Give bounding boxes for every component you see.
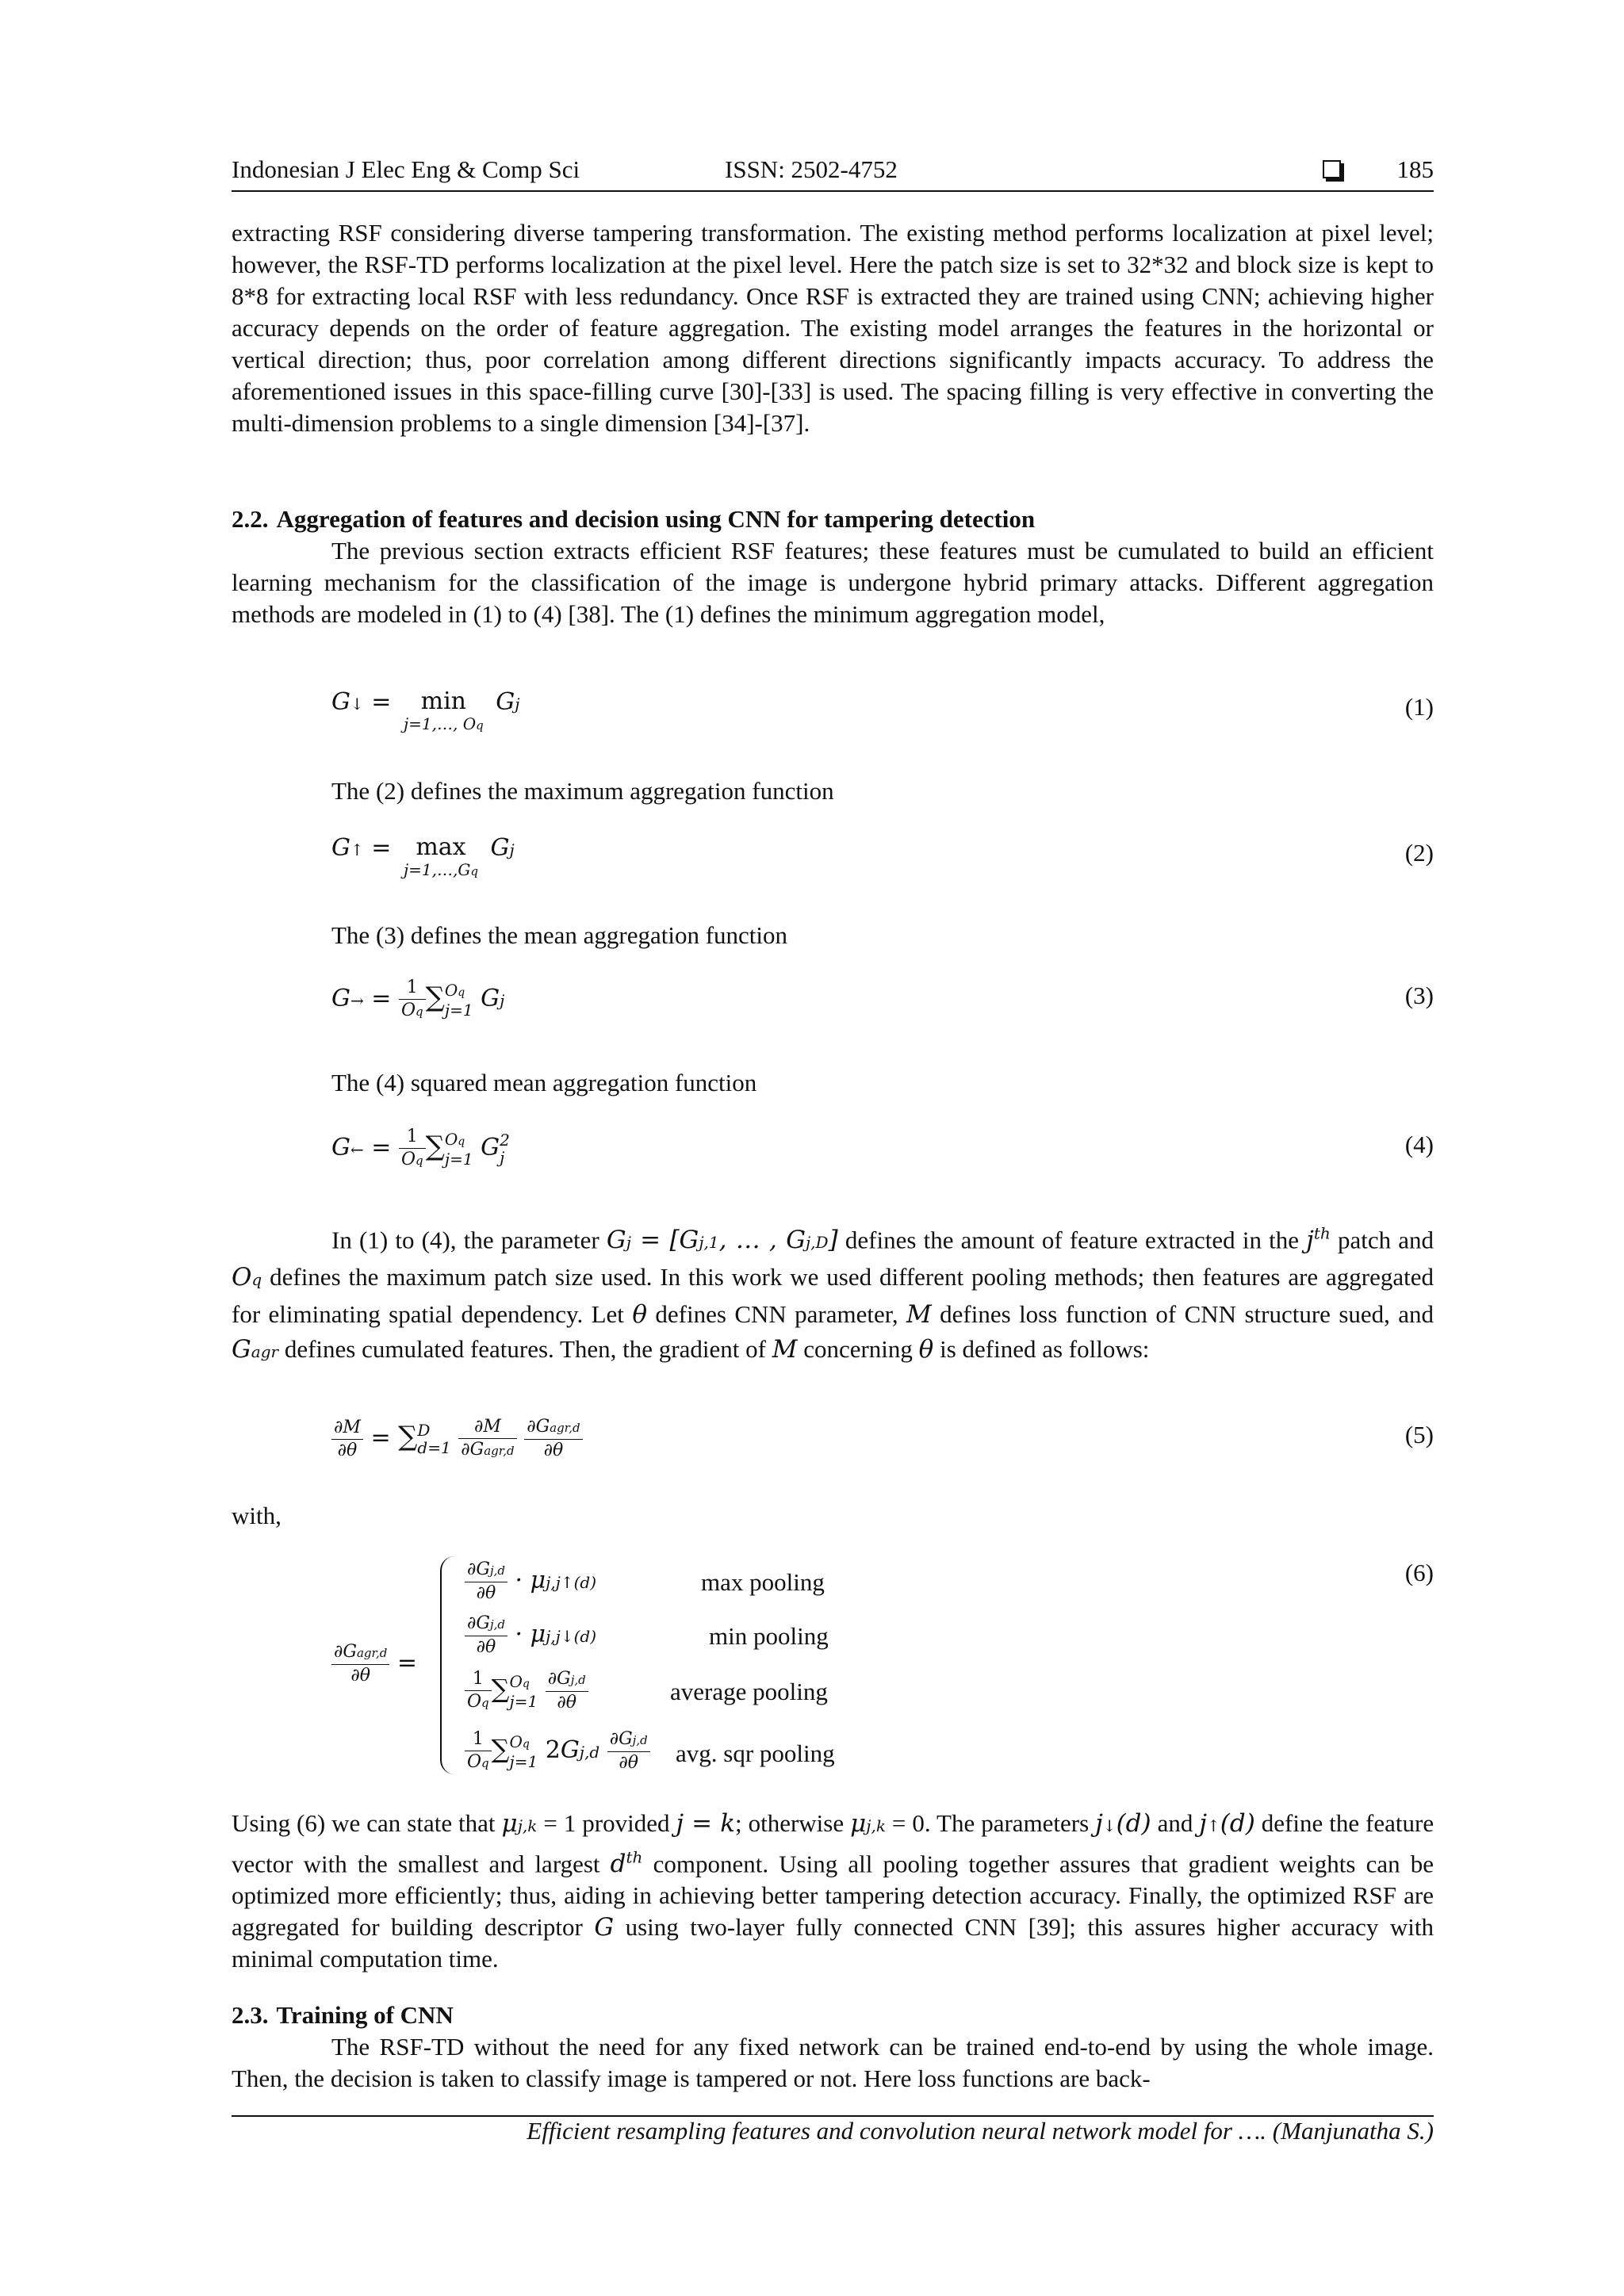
label-max-pooling: max pooling bbox=[701, 1568, 825, 1596]
equation-3: G→ = $\frac{1}{Oq}$ ∑ Oq j=1 Gj bbox=[331, 978, 505, 1020]
case-avg-sqr: $\frac{1}{Oq}$ ∑ Oq j=1 2Gj,d $\frac{\partial Gj,d}{\partial\theta}$ bbox=[465, 1728, 650, 1774]
paragraph-5: The RSF-TD without the need for any fixed network can be trained end-to-end by using the whole image. Then, the decision is taken to classify image is tampered or not. Here loss functions are back- bbox=[232, 2033, 1434, 2092]
equation-number-2: (2) bbox=[1404, 839, 1434, 867]
label-avg-sqr-pooling: avg. sqr pooling bbox=[676, 1739, 835, 1767]
equation-number-6: (6) bbox=[1404, 1559, 1434, 1586]
paragraph-3: In (1) to (4), the parameter Gj = [Gj,1, … , Gj,D] defines the amount of feature extracted in the $j^{th}$ patch and Oq defines the maximum patch size used. In this work we used different pooling methods; then features are aggregated for eliminating spatial dependency. Let θ defines CNN parameter, M defines loss function of CNN structure sued, and Gagr defines cumulated features. Then, the gradient of M concerning θ is defined as follows: bbox=[232, 1224, 1434, 1364]
section-heading-2-2 bbox=[232, 503, 1035, 535]
running-header bbox=[232, 155, 1434, 190]
equation-2: G↑ = max j=1,…,Gq Gj bbox=[331, 833, 515, 879]
section-number: 2.3. bbox=[232, 2001, 269, 2029]
equation-number-3: (3) bbox=[1404, 982, 1434, 1009]
equation-1: G↓ = min j=1,…, Oq Gj bbox=[331, 687, 520, 733]
text-eq2-intro: The (2) defines the maximum aggregation function bbox=[331, 777, 834, 805]
section-heading-2-3 bbox=[232, 1999, 454, 2031]
equation-number-4: (4) bbox=[1404, 1131, 1434, 1158]
section-title: Training of CNN bbox=[276, 2001, 454, 2029]
equation-number-5: (5) bbox=[1404, 1421, 1434, 1448]
paragraph-4: Using (6) we can state that μj,k = 1 provided j = k; otherwise μj,k = 0. The parameters j↓(d) and j↑(d) define the feature vector with the smallest and largest $d^{th}$ component. Using all pooling together assures that gradient weights can be optimized more efficiently; thus, aiding in achieving better tampering detection accuracy. Finally, the optimized RSF are aggregated for building descriptor G using two-layer fully connected CNN [39]; this assures higher accuracy with minimal computation time. bbox=[232, 1809, 1434, 1973]
paragraph-2: The previous section extracts efficient RSF features; these features must be cumulated to build an efficient learning mechanism for the classification of the image is undergone hybrid primary attacks. Different aggregation methods are modeled in (1) to (4) [38]. The (1) defines the minimum aggregation model, bbox=[232, 537, 1434, 628]
text-eq4-intro: The (4) squared mean aggregation function bbox=[331, 1069, 757, 1096]
checkbox-square-icon bbox=[1323, 160, 1341, 178]
header-rule bbox=[232, 190, 1434, 192]
case-max: $\frac{\partial Gj,d}{\partial\theta}$ · μj,j↑(d) bbox=[465, 1559, 596, 1605]
equation-5: $\frac{\partial M}{\partial\theta}$ = ∑ D d=1 $\frac{\partial M}{\text{∂Gagr,d}}$ $\frac{\text{∂Gagr,d}}{\partial\theta}$ bbox=[331, 1416, 583, 1462]
paragraph-1: extracting RSF considering diverse tampering transformation. The existing method performs localization at pixel level; however, the RSF-TD performs localization at the pixel level. Here the patch size is set to 32*32 and block size is kept to 8*8 for extracting local RSF with less redundancy. Once RSF is extracted they are trained using CNN; achieving higher accuracy depends on the order of feature aggregation. The existing model arranges the features in the horizontal or vertical direction; thus, poor correlation among different directions significantly impacts accuracy. To address the aforementioned issues in this space-filling curve [30]-[33] is used. The spacing filling is very effective in converting the multi-dimension problems to a single dimension [34]-[37]. bbox=[232, 219, 1434, 437]
label-min-pooling: min pooling bbox=[709, 1622, 829, 1650]
section-number: 2.2. bbox=[232, 505, 269, 533]
equation-number-1: (1) bbox=[1404, 693, 1434, 721]
issn: ISSN: 2502-4752 bbox=[725, 155, 898, 183]
label-average-pooling: average pooling bbox=[670, 1678, 828, 1705]
case-min: $\frac{\partial Gj,d}{\partial\theta}$ · μj,j↓(d) bbox=[465, 1613, 596, 1659]
case-average: $\frac{1}{Oq}$ ∑ Oq j=1 $\frac{\partial Gj,d}{\partial\theta}$ bbox=[465, 1668, 588, 1714]
equation-6-lhs: $\frac{\text{∂Gagr,d}}{\partial\theta}$ = bbox=[331, 1641, 417, 1687]
equation-4: G← = $\frac{1}{Oq}$ ∑ Oq j=1 G 2 j bbox=[331, 1127, 510, 1169]
section-title: Aggregation of features and decision using CNN for tampering detection bbox=[276, 505, 1036, 533]
text-eq3-intro: The (3) defines the mean aggregation function bbox=[331, 921, 787, 949]
cases-brace bbox=[440, 1556, 461, 1774]
with-text: with, bbox=[232, 1502, 282, 1529]
page-number: 185 bbox=[1396, 155, 1434, 183]
journal-name: Indonesian J Elec Eng & Comp Sci bbox=[232, 155, 580, 183]
running-footer: Efficient resampling features and convolution neural network model for …. (Manjunatha S.) bbox=[527, 2117, 1434, 2145]
